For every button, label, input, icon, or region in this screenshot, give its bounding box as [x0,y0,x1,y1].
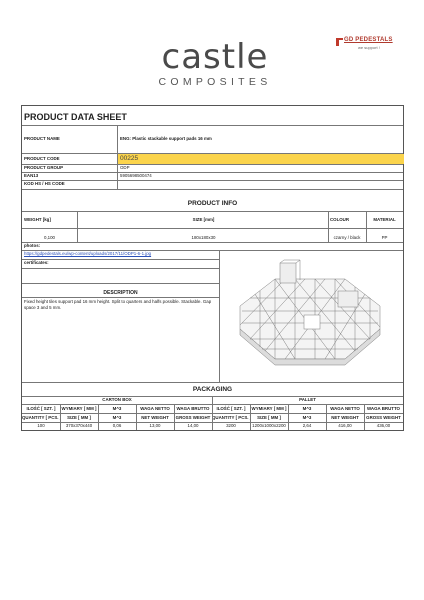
pkg-header-en: GROSS WEIGHT [366,415,401,420]
pkg-header-en: QUANTITY [ PCS. ] [22,415,62,420]
pkg-header-en: GROSS WEIGHT [175,415,211,420]
divider [328,211,329,242]
pkg-header-en: M^3 [112,415,122,420]
product-group-value: ODP [120,165,130,170]
pkg-header-pl: M^3 [112,406,122,411]
product-code-label: PRODUCT CODE [24,156,60,161]
certificates-label: certificates: [24,260,49,265]
divider [98,404,99,430]
ean13-label: EAN13 [24,173,39,178]
product-code-value: 00225 [120,155,139,162]
pkg-header-pl: WAGA BRUTTO [367,406,400,411]
divider [22,382,403,383]
colour-header: COLOUR [330,217,350,222]
pkg-header-pl: ILOŚĆ [ SZT. ] [26,406,56,411]
divider [22,211,403,212]
divider [364,404,365,430]
size-value: 180x180x30 [191,235,216,240]
description-text: Fixed height tiles support pad 16 mm height. Split to quarters and halfs possible. Stackable. Gap space 3 and 5 mm. [24,299,212,310]
pkg-value: 0,06 [112,423,122,428]
divider [22,164,403,165]
weight-header: WEIGHT [kg] [24,217,51,222]
pkg-header-en: M^3 [302,415,312,420]
divider [22,297,219,298]
photos-label: photos: [24,243,41,248]
pkg-value: 13,00 [149,423,161,428]
pkg-value: 1200x1000x2200 [252,423,286,428]
divider [60,404,61,430]
brand-subtitle: COMPOSITES [158,76,272,88]
brand-wordmark: castle [161,37,269,77]
product-data-sheet [21,105,404,431]
carton-box-heading: CARTON BOX [102,397,132,402]
product-code-highlight [118,154,404,164]
pkg-header-en: SIZE [ MM ] [67,415,91,420]
weight-value: 0,100 [44,235,55,240]
pkg-value: 370x370x440 [65,423,93,428]
divider [326,404,327,430]
pkg-header-en: NET WEIGHT [331,415,359,420]
divider [250,404,251,430]
divider [288,404,289,430]
divider [117,125,118,189]
divider [22,180,403,181]
pkg-value: 100 [37,423,45,428]
product-name-value: ENG: Plastic stackable support pads 16 mm [120,136,212,141]
divider [22,189,403,190]
pkg-value: 2,64 [302,423,312,428]
pkg-header-pl: WAGA BRUTTO [176,406,210,411]
pkg-header-en: QUANTITY [ PCS. ] [212,415,252,420]
divider [136,404,137,430]
divider [22,242,403,243]
size-header: SIZE [mm] [192,217,215,222]
divider [22,259,219,260]
divider [22,172,403,173]
pkg-header-pl: WYMIARY [ MM ] [61,406,97,411]
pkg-header-pl: M^3 [302,406,312,411]
castle-composites-logo [150,37,280,90]
divider [212,396,213,430]
divider [22,268,219,269]
pkg-header-en: NET WEIGHT [141,415,169,420]
divider [174,404,175,430]
pkg-header-pl: ILOŚĆ [ SZT. ] [216,406,246,411]
pkg-value: 3200 [226,423,236,428]
pkg-header-en: SIZE [ MM ] [257,415,281,420]
hs-code-label: KOD HS / HS CODE [24,181,65,186]
product-info-heading: PRODUCT INFO [187,200,238,207]
pkg-header-pl: WAGA NETTO [330,406,360,411]
product-name-label: PRODUCT NAME [24,136,60,141]
partner-name: GD PEDESTALS [344,37,393,43]
packaging-heading: PACKAGING [192,386,233,393]
sheet-title: PRODUCT DATA SHEET [24,112,127,122]
pkg-value: 14,00 [187,423,199,428]
divider [22,228,403,229]
gd-logo-mark-icon [336,38,343,46]
photos-link[interactable]: https://gdpedestals.eu/wp-content/uploads/2017/11/ODP1-6-1.jpg [24,251,152,256]
divider [366,211,367,242]
pkg-value: 416,00 [338,423,352,428]
pallet-heading: PALLET [299,397,316,402]
description-heading: DESCRIPTION [103,290,138,296]
partner-tagline: we support ! [358,45,380,50]
divider [22,125,403,126]
gd-pedestals-logo [336,37,406,51]
divider [77,211,78,242]
divider [22,283,219,284]
ean13-value: 5905698500474 [120,173,152,178]
pkg-value: 436,00 [376,423,391,428]
colour-value: czarny / black [333,235,361,240]
pkg-header-pl: WAGA NETTO [140,406,170,411]
material-header: MATERIAL [373,217,396,222]
material-value: PP [381,235,388,240]
product-group-label: PRODUCT GROUP [24,165,64,170]
product-image [220,251,403,381]
pkg-header-pl: WYMIARY [ MM ] [251,406,287,411]
